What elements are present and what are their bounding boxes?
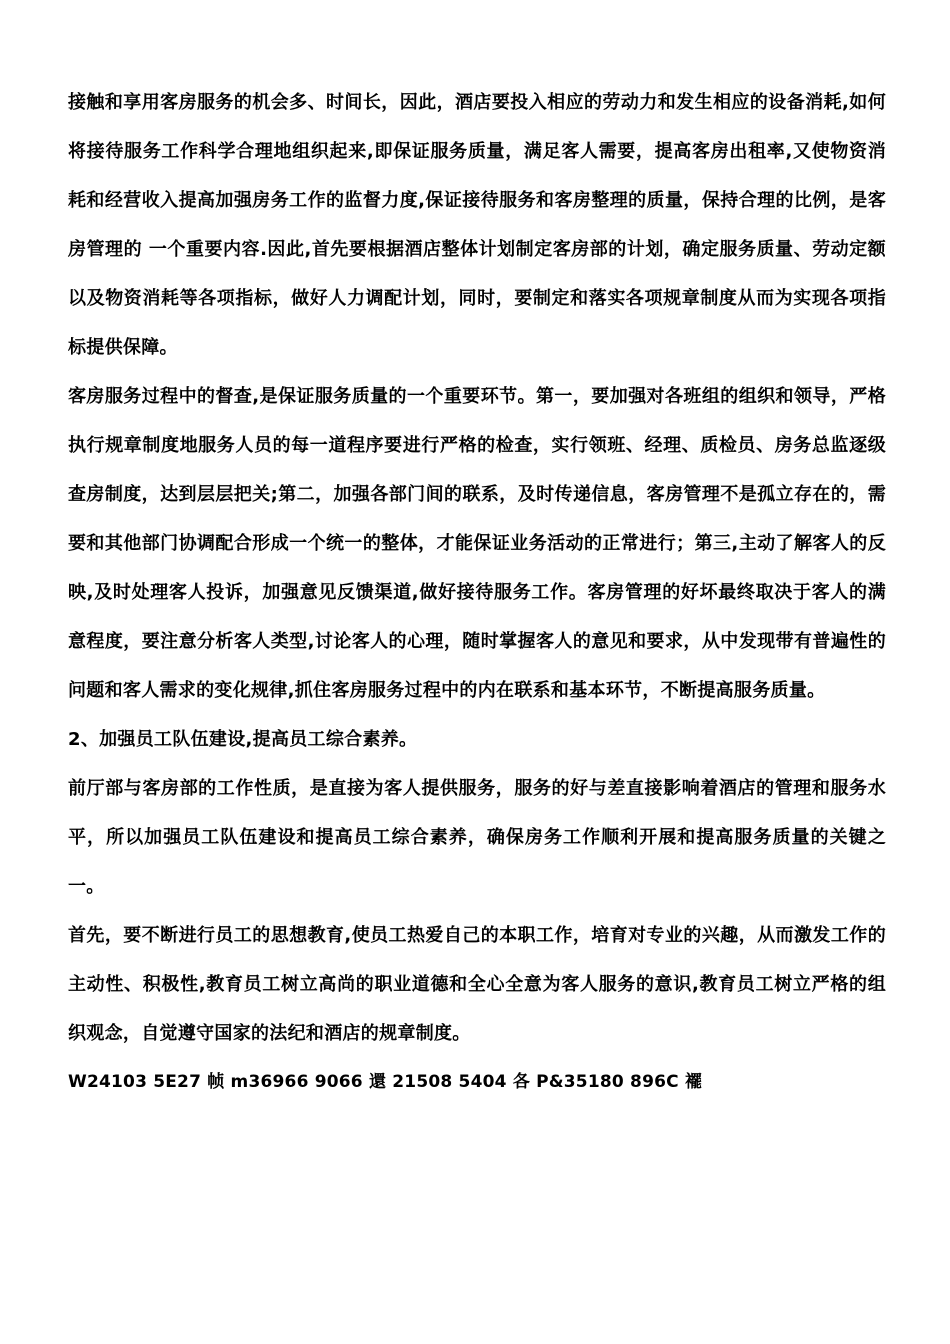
section-heading-staff-building: 2、加强员工队伍建设,提高员工综合素养。	[68, 729, 418, 750]
footer-code-line: W24103 5E27 帧 m36966 9066 還 21508 5404 各 P&35180 896C 襬	[68, 1072, 703, 1092]
paragraph-staff-education: 首先，要不断进行员工的思想教育,使员工热爱自己的本职工作，培育对专业的兴趣，从而激发工作的主动性、积极性,教育员工树立高尚的职业道德和全心全意为客人服务的意识,教育员工树立严格的组织观念，自觉遵守国家的法纪和酒店的规章制度。	[68, 925, 886, 1044]
paragraph-department-nature: 前厅部与客房部的工作性质，是直接为客人提供服务，服务的好与差直接影响着酒店的管理和服务水平，所以加强员工队伍建设和提高员工综合素养，确保房务工作顺利开展和提高服务质量的关键之一。	[68, 778, 886, 897]
paragraph-room-management: 接触和享用客房服务的机会多、时间长，因此，酒店要投入相应的劳动力和发生相应的设备消耗,如何将接待服务工作科学合理地组织起来,即保证服务质量，满足客人需要，提高客房出租率,又使物资消耗和经营收入提高加强房务工作的监督力度,保证接待服务和客房整理的质量，保持合理的比例，是客房管理的 一个重要内容.因此,首先要根据酒店整体计划制定客房部的计划，确定服务质量、劳动定额以及物资消耗等各项指标，做好人力调配计划，同时，要制定和落实各项规章制度从而为实现各项指标提供保障。	[68, 92, 886, 358]
document-body	[68, 78, 886, 1107]
paragraph-service-supervision: 客房服务过程中的督查,是保证服务质量的一个重要环节。第一，要加强对各班组的组织和领导，严格执行规章制度地服务人员的每一道程序要进行严格的检查，实行领班、经理、质检员、房务总监逐级查房制度，达到层层把关;第二，加强各部门间的联系，及时传递信息，客房管理不是孤立存在的，需要和其他部门协调配合形成一个统一的整体，才能保证业务活动的正常进行；第三,主动了解客人的反映,及时处理客人投诉，加强意见反馈渠道,做好接待服务工作。客房管理的好坏最终取决于客人的满意程度，要注意分析客人类型,讨论客人的心理，随时掌握客人的意见和要求，从中发现带有普遍性的问题和客人需求的变化规律,抓住客房服务过程中的内在联系和基本环节，不断提高服务质量。	[68, 386, 886, 701]
